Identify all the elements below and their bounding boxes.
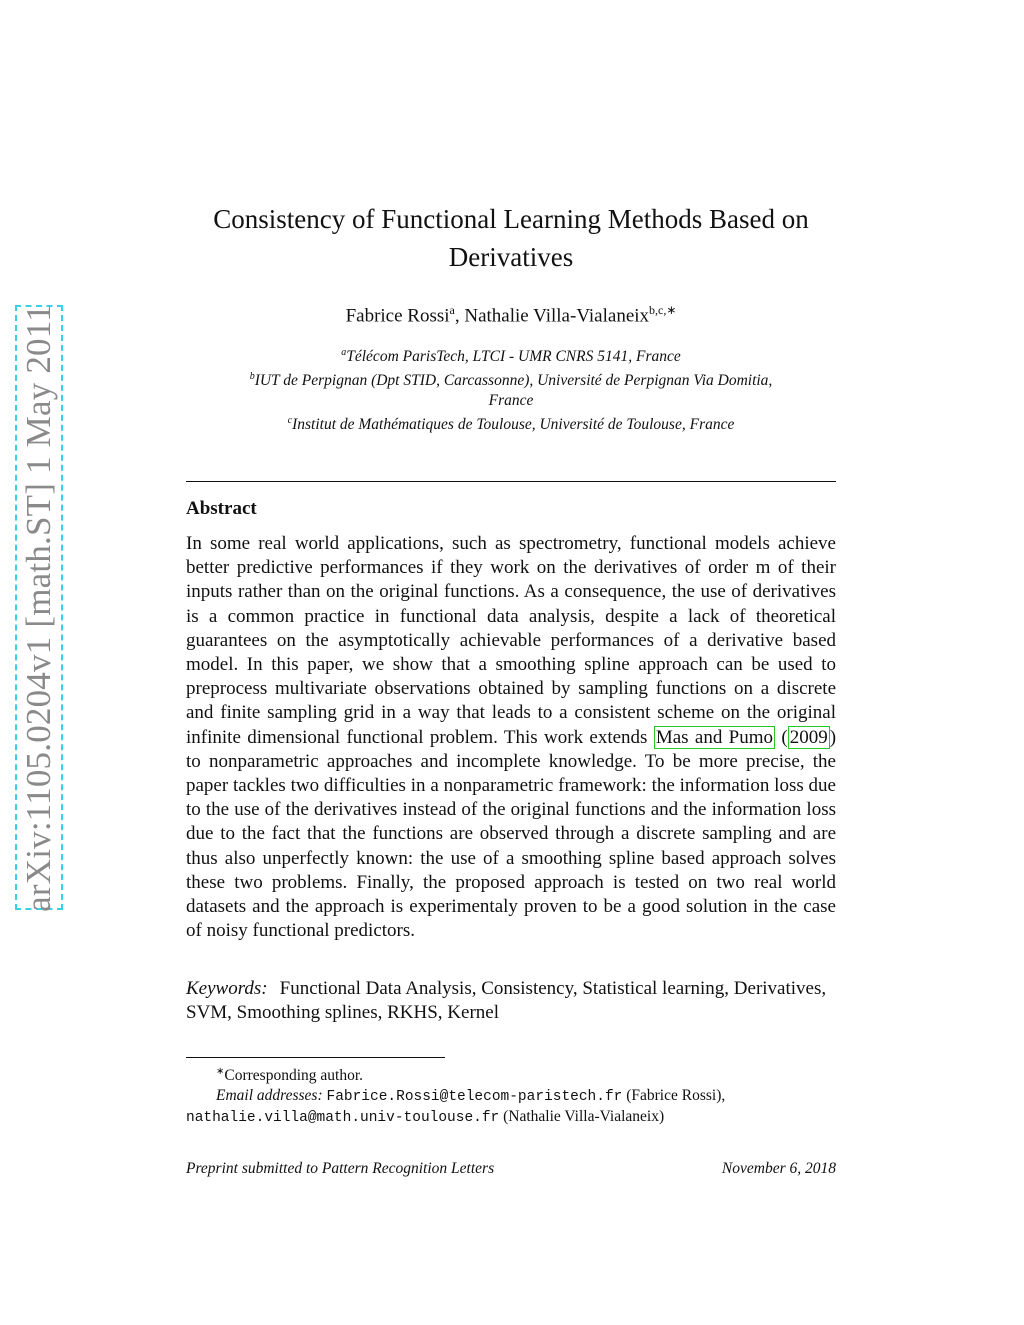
preprint-footer — [186, 1160, 836, 1178]
citation-link-year[interactable]: 2009 — [789, 726, 828, 748]
author-affiliation-mark: a — [449, 303, 455, 317]
footnote-rule — [186, 1057, 445, 1058]
preprint-note: Preprint submitted to Pattern Recognition Letters — [186, 1160, 495, 1177]
abstract-text-continued: ) to nonparametric approaches and incomplete knowledge. To be more precise, the paper tackles two difficulties in a nonparametric framework: the information loss due to the use of the derivatives instead of the original functions and the information loss due to the fact that the functions are observed through a discrete sampling and are thus also unperfectly known: the use of a smoothing spline based approach solves these two problems. Finally, the proposed approach is tested on two real world datasets and the approach is experimentaly proven to be a good solution in the case of noisy functional predictors. — [186, 726, 837, 942]
footnotes — [186, 1062, 836, 1128]
citation-link-authors[interactable]: Mas and Pumo — [655, 726, 774, 748]
affiliation-b — [186, 367, 836, 411]
abstract-top-rule — [186, 481, 836, 482]
affiliation-c — [186, 411, 836, 435]
footnote-emails-continued — [186, 1107, 836, 1128]
affiliation-mark: a — [341, 347, 347, 358]
footnote-text: Corresponding author. — [224, 1067, 364, 1085]
affiliation-text: Institut de Mathématiques de Toulouse, Université de Toulouse, France — [292, 416, 735, 434]
keywords — [186, 977, 836, 1025]
paper-title-line1: Consistency of Functional Learning Methods Based on — [213, 204, 809, 234]
citation-open-paren: ( — [775, 726, 788, 748]
abstract-body — [186, 532, 836, 943]
abstract-text: In some real world applications, such as spectrometry, functional models achieve better predictive performances if they work on the derivatives of order m of their inputs rather than on the original functions. As a consequence, the use of derivatives is a common practice in functional data analysis, despite a lack of theoretical guarantees on the asymptotically achievable performances of a derivative based model. In this paper, we show that a smoothing spline approach can be used to preprocess multivariate observations obtained by sampling functions on a discrete and finite sampling grid in a way that leads to a consistent scheme on the original infinite dimensional functional problem. This work extends — [186, 533, 836, 748]
footnote-corresponding — [186, 1062, 836, 1086]
affiliation-text: IUT de Perpignan (Dpt STID, Carcassonne), Université de Perpignan Via Domitia, — [254, 372, 773, 390]
author-affiliation-mark: b,c,∗ — [649, 303, 677, 317]
author-name: Nathalie Villa-Vialaneix — [464, 305, 650, 327]
email-link[interactable]: nathalie.villa@math.univ-toulouse.fr — [186, 1110, 500, 1127]
email-link[interactable]: Fabrice.Rossi@telecom-paristech.fr — [326, 1089, 623, 1106]
author-list — [186, 303, 836, 327]
footnote-mark: ∗ — [216, 1066, 225, 1077]
affiliation-mark: c — [287, 415, 293, 427]
paper-title-line2: Derivatives — [448, 242, 574, 272]
abstract-heading: Abstract — [186, 498, 257, 519]
author-separator: , — [454, 305, 465, 327]
email-owner: (Fabrice Rossi), — [622, 1087, 726, 1105]
keywords-label: Keywords: — [186, 978, 268, 999]
affiliation-mark: b — [249, 371, 255, 383]
keywords-text: Functional Data Analysis, Consistency, Statistical learning, Derivatives, SVM, Smoothing splines, RKHS, Kernel — [186, 978, 827, 1024]
author-name: Fabrice Rossi — [345, 305, 450, 327]
paper-title — [186, 200, 836, 276]
affiliation-list — [186, 343, 836, 435]
preprint-date: November 6, 2018 — [721, 1160, 836, 1177]
affiliation-text: Télécom ParisTech, LTCI - UMR CNRS 5141, France — [346, 348, 681, 366]
arxiv-identifier: arXiv:1105.0204v1 [math.ST] 1 May 2011 — [19, 303, 58, 912]
email-owner: (Nathalie Villa-Vialaneix) — [499, 1108, 665, 1126]
affiliation-a — [186, 343, 836, 367]
footnote-emails — [186, 1086, 836, 1107]
affiliation-text: France — [488, 392, 534, 410]
email-label: Email addresses: — [216, 1087, 323, 1105]
arxiv-identifier-stamp — [15, 305, 63, 910]
